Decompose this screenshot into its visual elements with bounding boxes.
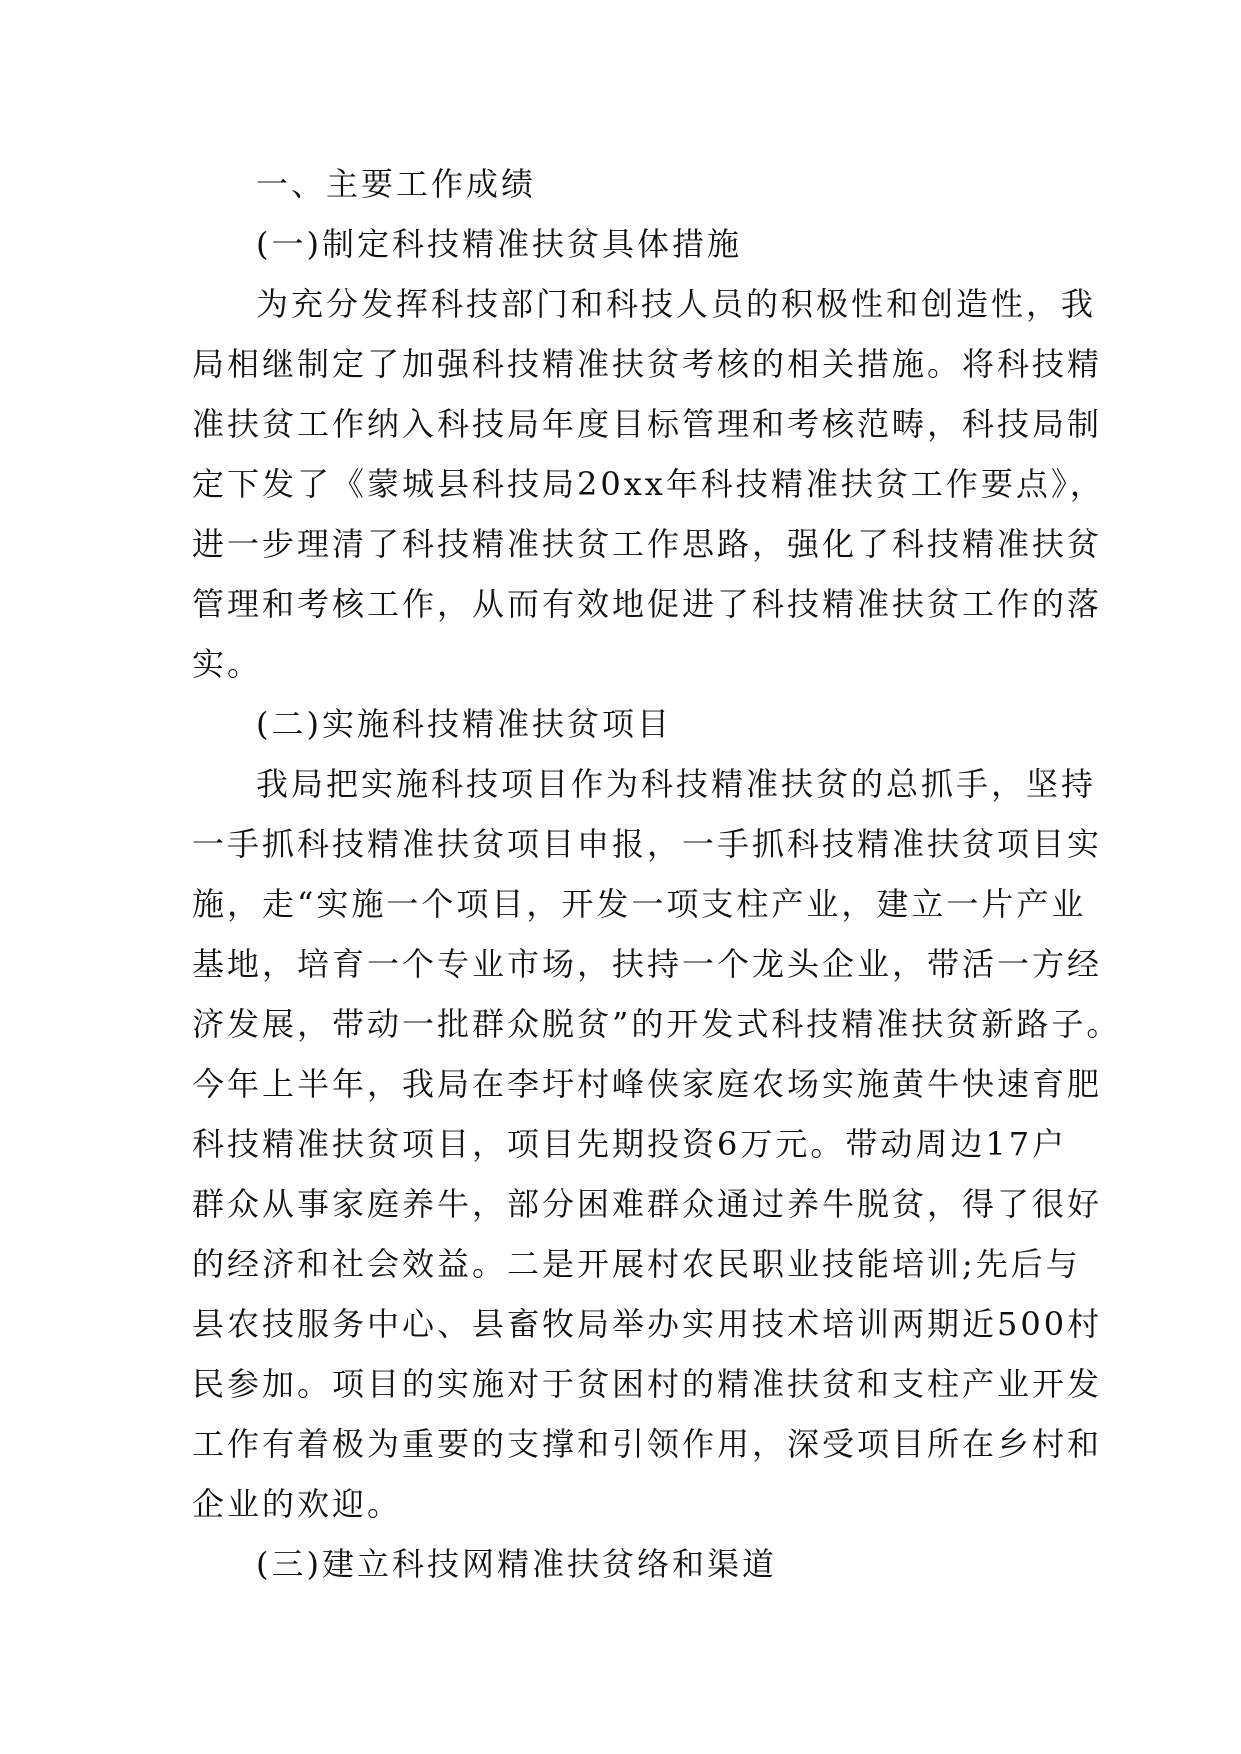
paragraph-2-line: 民参加。项目的实施对于贫困村的精准扶贫和支柱产业开发: [192, 1365, 1103, 1403]
subsection-2-title: (二)实施科技精准扶贫项目: [256, 705, 672, 743]
paragraph-2-line: 今年上半年，我局在李圩村峰侠家庭农场实施黄牛快速育肥: [192, 1065, 1103, 1103]
paragraph-1-line: 为充分发挥科技部门和科技人员的积极性和创造性，我: [256, 285, 1097, 323]
subsection-3-title: (三)建立科技网精准扶贫络和渠道: [256, 1545, 777, 1583]
paragraph-2-line: 我局把实施科技项目作为科技精准扶贫的总抓手，坚持: [256, 765, 1097, 803]
paragraph-1-line: 局相继制定了加强科技精准扶贫考核的相关措施。将科技精: [192, 345, 1103, 383]
paragraph-2-line: 济发展，带动一批群众脱贫”的开发式科技精准扶贫新路子。: [192, 1005, 1122, 1043]
paragraph-2-line: 基地，培育一个专业市场，扶持一个龙头企业，带活一方经: [192, 945, 1103, 983]
paragraph-2-line: 一手抓科技精准扶贫项目申报，一手抓科技精准扶贫项目实: [192, 825, 1103, 863]
paragraph-1-line: 管理和考核工作，从而有效地促进了科技精准扶贫工作的落: [192, 585, 1103, 623]
section-title: 一、主要工作成绩: [256, 165, 537, 203]
paragraph-1-line: 准扶贫工作纳入科技局年度目标管理和考核范畴，科技局制: [192, 405, 1103, 443]
paragraph-1-line: 定下发了《蒙城县科技局20xx年科技精准扶贫工作要点》，: [192, 465, 1105, 503]
paragraph-1-line: 进一步理清了科技精准扶贫工作思路，强化了科技精准扶贫: [192, 525, 1103, 563]
paragraph-2-line: 企业的欢迎。: [192, 1485, 403, 1523]
paragraph-2-line: 县农技服务中心、县畜牧局举办实用技术培训两期近500村: [192, 1305, 1103, 1343]
subsection-1-title: (一)制定科技精准扶贫具体措施: [256, 225, 742, 263]
paragraph-2-line: 施，走“实施一个项目，开发一项支柱产业，建立一片产业: [192, 885, 1087, 923]
paragraph-2-line: 工作有着极为重要的支撑和引领作用，深受项目所在乡村和: [192, 1425, 1103, 1463]
paragraph-2-line: 科技精准扶贫项目，项目先期投资6万元。带动周边17户: [192, 1125, 1068, 1163]
document-page: [192, 154, 1122, 1594]
paragraph-2-line: 的经济和社会效益。二是开展村农民职业技能培训;先后与: [192, 1245, 1081, 1283]
paragraph-2-line: 群众从事家庭养牛，部分困难群众通过养牛脱贫，得了很好: [192, 1185, 1103, 1223]
paragraph-1-line: 实。: [192, 645, 263, 683]
